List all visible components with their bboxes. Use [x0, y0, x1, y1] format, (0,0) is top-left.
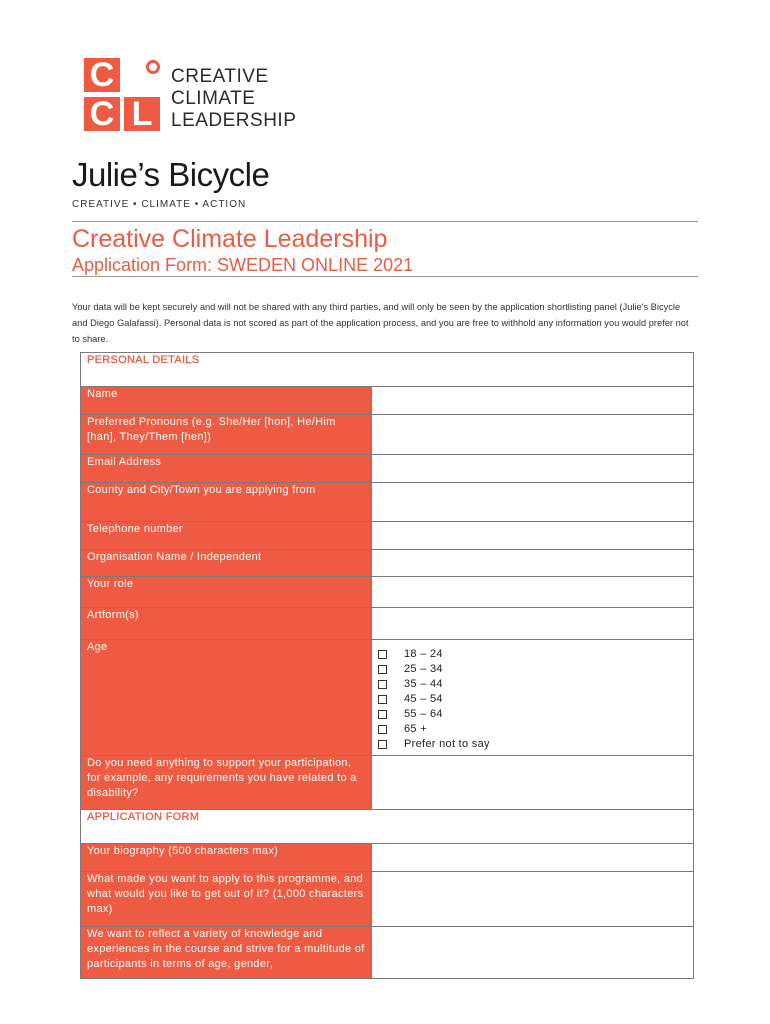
age-option[interactable] — [378, 647, 687, 662]
ccl-letter-c2: C — [84, 97, 120, 131]
age-option[interactable] — [378, 737, 687, 752]
header-rule-bottom — [72, 276, 698, 277]
organisation-field[interactable] — [372, 550, 694, 577]
age-option[interactable] — [378, 722, 687, 737]
label-phone: Telephone number — [81, 522, 372, 550]
age-option-label: 65 + — [404, 723, 427, 735]
ccl-word-leadership: LEADERSHIP — [171, 110, 297, 131]
ccl-circle-icon — [146, 60, 160, 74]
age-option-label: Prefer not to say — [404, 738, 490, 750]
name-field[interactable] — [372, 387, 694, 415]
ccl-wordmark — [171, 66, 296, 132]
label-motivation: What made you want to apply to this programme, and what would you like to get out of it? (1,000 characters max) — [81, 872, 372, 927]
checkbox-icon[interactable] — [378, 740, 387, 749]
checkbox-icon[interactable] — [378, 665, 387, 674]
age-options — [372, 640, 694, 756]
email-field[interactable] — [372, 455, 694, 483]
label-pronouns: Preferred Pronouns (e.g. She/Her [hon], He/Him [han], They/Them [hen]) — [81, 415, 372, 455]
checkbox-icon[interactable] — [378, 710, 387, 719]
role-field[interactable] — [372, 577, 694, 608]
label-organisation: Organisation Name / Independent — [81, 550, 372, 577]
artforms-field[interactable] — [372, 608, 694, 640]
age-option-label: 25 – 34 — [404, 663, 443, 675]
label-diversity: We want to reflect a variety of knowledge and experiences in the course and strive for a multitude of participants in terms of age, gender, — [81, 927, 372, 979]
age-option[interactable] — [378, 692, 687, 707]
section-heading-personal: PERSONAL DETAILS — [81, 353, 694, 387]
page-title: Creative Climate Leadership — [72, 225, 388, 253]
label-support: Do you need anything to support your participation, for example, any requirements you have related to a disability? — [81, 756, 372, 810]
ccl-word-creative: CREATIVE — [171, 66, 269, 87]
label-biography: Your biography (500 characters max) — [81, 844, 372, 872]
age-option-label: 35 – 44 — [404, 678, 443, 690]
age-option[interactable] — [378, 677, 687, 692]
intro-paragraph: Your data will be kept securely and will not be shared with any third parties, and will only be seen by the application shortlisting panel (Julie's Bicycle and Diego Galafassi). Personal data is not scored as part of the application process, and you are free to withhold any information you would prefer not to share. — [72, 302, 689, 344]
age-checkbox-list — [378, 640, 687, 752]
label-name: Name — [81, 387, 372, 415]
biography-field[interactable] — [372, 844, 694, 872]
label-email: Email Address — [81, 455, 372, 483]
checkbox-icon[interactable] — [378, 695, 387, 704]
julies-bicycle-tagline: CREATIVE • CLIMATE • ACTION — [72, 199, 247, 210]
label-artforms: Artform(s) — [81, 608, 372, 640]
label-role: Your role — [81, 577, 372, 608]
application-form-table — [80, 352, 694, 979]
section-heading-application: APPLICATION FORM — [81, 810, 694, 844]
julies-bicycle-logo: Julie’s Bicycle — [72, 156, 270, 193]
age-option-label: 55 – 64 — [404, 708, 443, 720]
label-location: County and City/Town you are applying from — [81, 483, 372, 522]
pronouns-field[interactable] — [372, 415, 694, 455]
ccl-letter-c1: C — [84, 58, 120, 92]
header-rule-top — [72, 221, 698, 222]
page-subtitle: Application Form: SWEDEN ONLINE 2021 — [72, 255, 414, 275]
diversity-field[interactable] — [372, 927, 694, 979]
age-option[interactable] — [378, 662, 687, 677]
label-age: Age — [81, 640, 372, 756]
age-option[interactable] — [378, 707, 687, 722]
checkbox-icon[interactable] — [378, 680, 387, 689]
motivation-field[interactable] — [372, 872, 694, 927]
checkbox-icon[interactable] — [378, 725, 387, 734]
support-field[interactable] — [372, 756, 694, 810]
phone-field[interactable] — [372, 522, 694, 550]
location-field[interactable] — [372, 483, 694, 522]
ccl-logo-mark — [84, 58, 164, 132]
checkbox-icon[interactable] — [378, 650, 387, 659]
ccl-word-climate: CLIMATE — [171, 88, 256, 109]
age-option-label: 18 – 24 — [404, 648, 443, 660]
age-option-label: 45 – 54 — [404, 693, 443, 705]
ccl-letter-l: L — [124, 97, 160, 131]
